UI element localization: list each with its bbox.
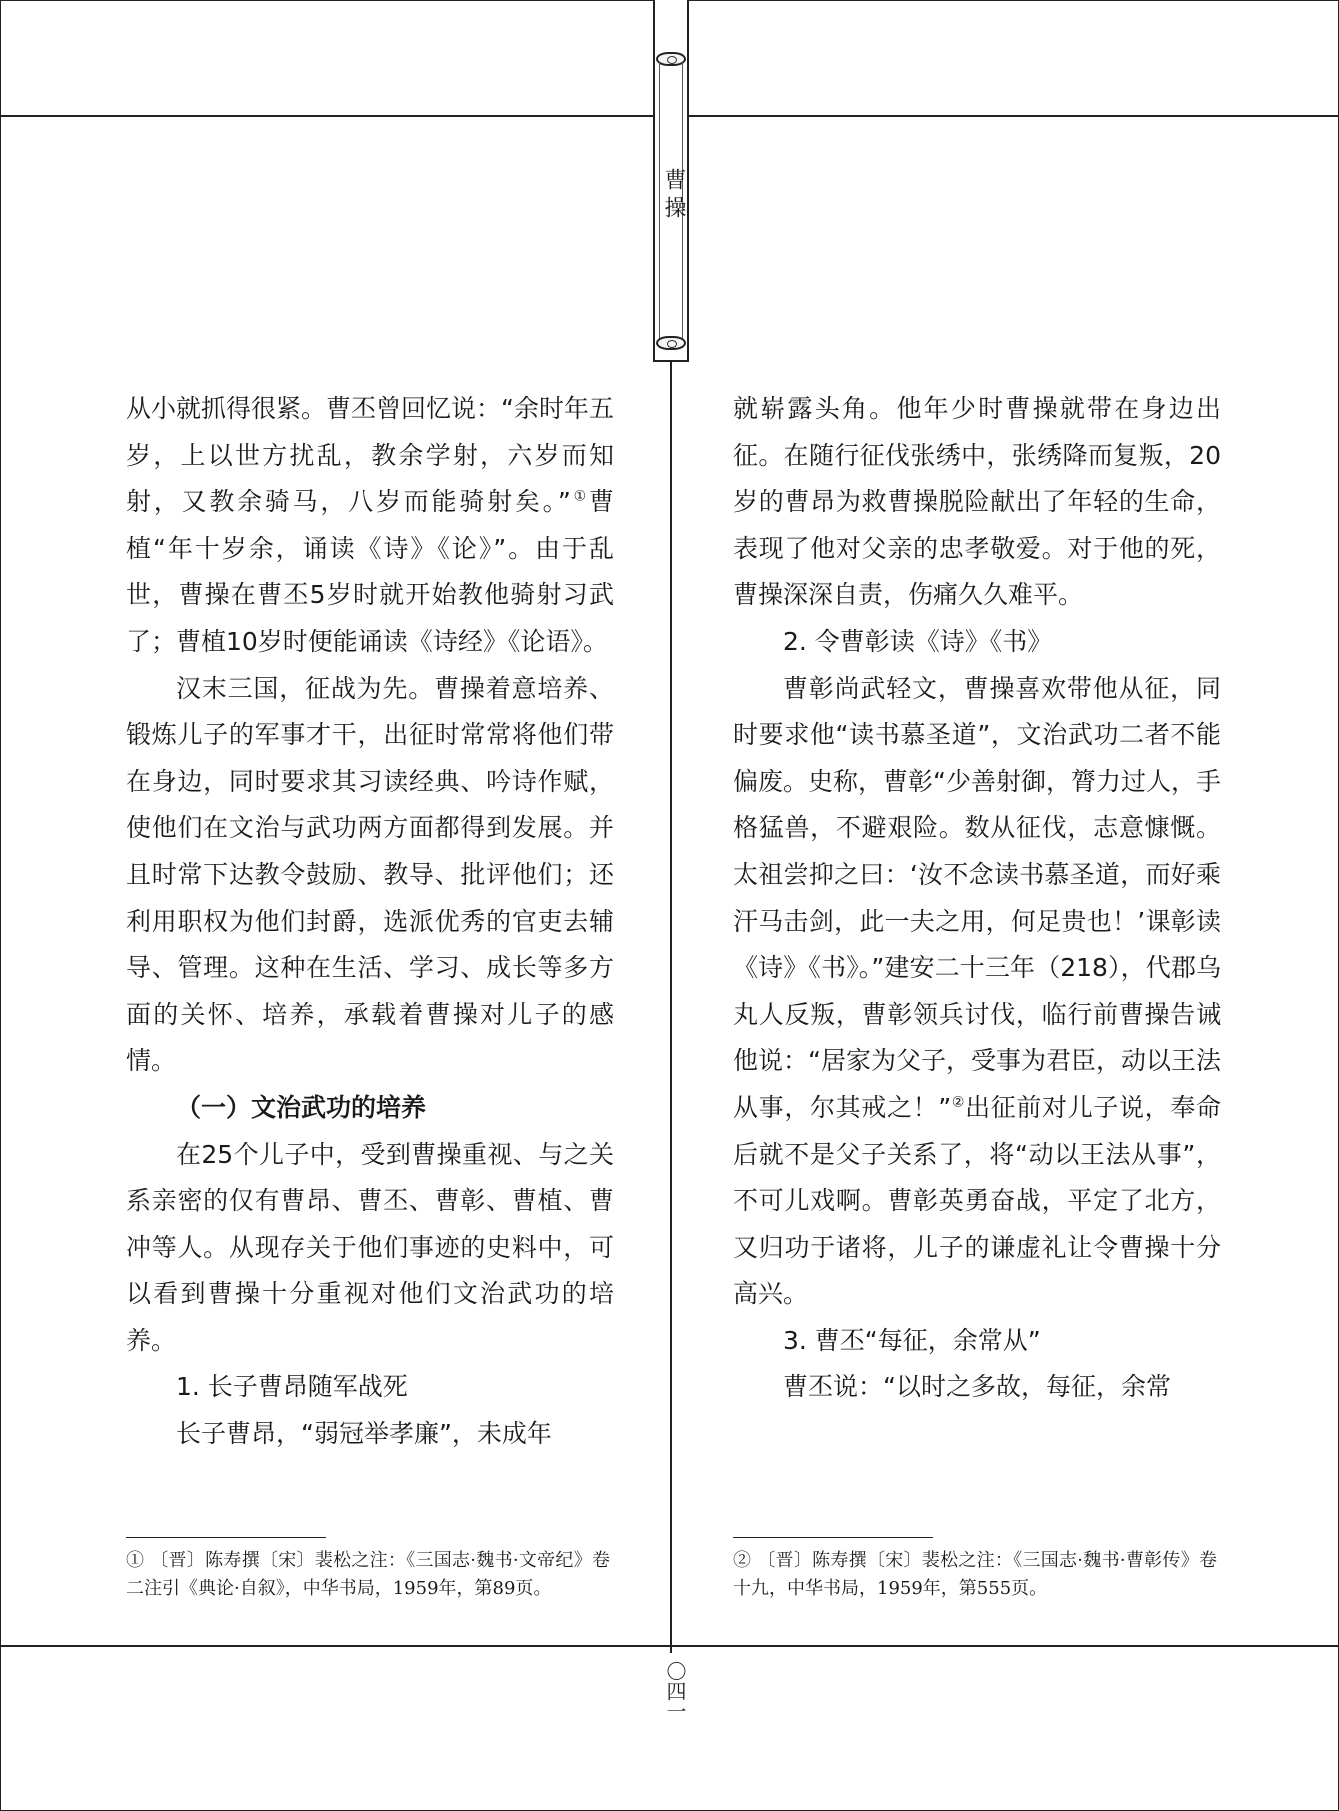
footnote-left: ① 〔晋〕陈寿撰〔宋〕裴松之注：《三国志·魏书·文帝纪》卷二注引《典论·自叙》，中华书局，1959年，第89页。 [126, 1550, 610, 1599]
subsection-heading: 3. 曹丕“每征，余常从” [783, 1325, 1041, 1355]
paragraph: 长子曹昂，“弱冠举孝廉”，未成年 [176, 1419, 552, 1449]
footnote-ref[interactable]: ① [570, 488, 589, 505]
ribbon-bottom-ornament-icon [656, 336, 686, 350]
paragraph: 曹丕说：“以时之多故，每征，余常 [783, 1372, 1171, 1402]
paragraph [126, 386, 614, 666]
title-ribbon [653, 0, 689, 362]
paragraph: 在25个儿子中，受到曹操重视、与之关系亲密的仅有曹昂、曹丕、曹彰、曹植、曹冲等人。从现存关于他们事迹的史料中，可以看到曹操十分重视对他们文治武功的培养。 [126, 1139, 614, 1355]
paragraph: 就崭露头角。他年少时曹操就带在身边出征。在随行征伐张绣中，张绣降而复叛，20岁的曹昂为救曹操脱险献出了年轻的生命，表现了他对父亲的忠孝敬爱。对于他的死，曹操深深自责，伤痛久久难平。 [733, 394, 1221, 610]
section-heading: （一）文治武功的培养 [176, 1092, 427, 1122]
left-column [126, 386, 614, 1458]
paragraph-text: 曹彰尚武轻文，曹操喜欢带他从征，同时要求他“读书慕圣道”，文治武功二者不能偏废。史称，曹彰“少善射御，膂力过人，手格猛兽，不避艰险。数从征伐，志意慷慨。太祖尝抑之曰：‘汝不念读书慕圣道，而好乘汗马击剑，此一夫之用，何足贵也！’课彰读《诗》《书》。”建安二十三年（218），代郡乌丸人反叛，曹彰领兵讨伐，临行前曹操告诫他说：“居家为父子，受事为君臣，动以王法从事，尔其戒之！” [733, 673, 1221, 1122]
paragraph-text: 曹植“年十岁余，诵读《诗》《论》”。由于乱世，曹操在曹丕5岁时就开始教他骑射习武了；曹植10岁时便能诵读《诗经》《论语》。 [126, 487, 614, 656]
right-column [733, 386, 1221, 1411]
footnote-right: ② 〔晋〕陈寿撰〔宋〕裴松之注：《三国志·魏书·曹彰传》卷十九，中华书局，1959年，第555页。 [733, 1550, 1217, 1599]
paragraph [733, 666, 1221, 1318]
column-divider [670, 362, 672, 1645]
running-head-title: 曹操 [661, 168, 686, 224]
footnote-rule-left [126, 1537, 326, 1538]
subsection-heading: 2. 令曹彰读《诗》《书》 [783, 626, 1053, 656]
column-divider-tail [670, 1645, 672, 1653]
subsection-heading: 1. 长子曹昂随军战死 [176, 1372, 408, 1402]
paragraph-text: 从小就抓得很紧。曹丕曾回忆说：“余时年五岁，上以世方扰乱，教余学射，六岁而知射，又教余骑马，八岁而能骑射矣。” [126, 394, 614, 517]
page-number: 〇四一 [663, 1661, 687, 1721]
paragraph-text: 出征前对儿子说，奉命后就不是父子关系了，将“动以王法从事”，不可儿戏啊。曹彰英勇奋战，平定了北方，又归功于诸将，儿子的谦虚礼让令曹操十分高兴。 [733, 1092, 1221, 1309]
footnote-ref[interactable]: ② [951, 1094, 966, 1111]
paragraph: 汉末三国，征战为先。曹操着意培养、锻炼儿子的军事才干，出征时常常将他们带在身边，同时要求其习读经典、吟诗作赋，使他们在文治与武功两方面都得到发展。并且时常下达教令鼓励、教导、批评他们；还利用职权为他们封爵，选派优秀的官吏去辅导、管理。这种在生活、学习、成长等多方面的关怀、培养，承载着曹操对儿子的感情。 [126, 673, 614, 1076]
footnote-rule-right [733, 1537, 933, 1538]
